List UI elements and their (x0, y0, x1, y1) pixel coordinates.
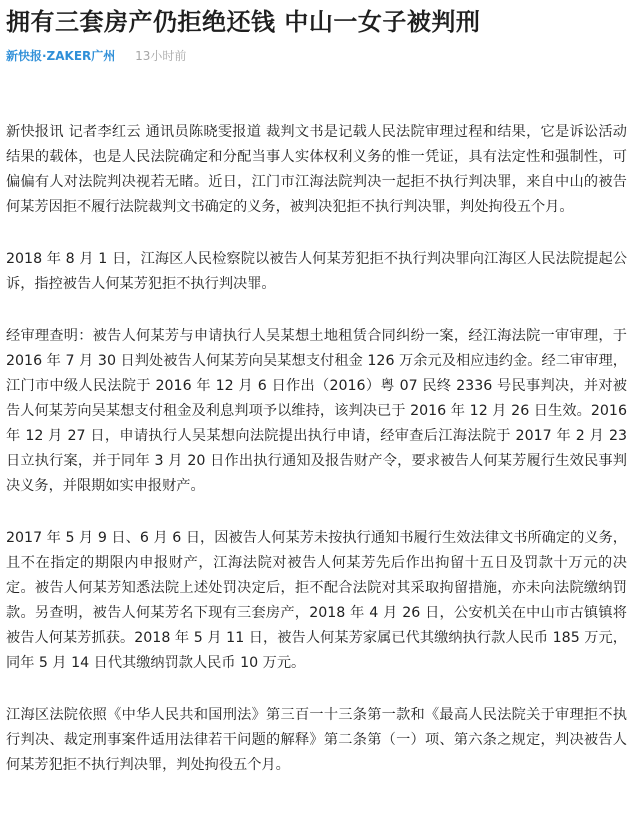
article-title: 拥有三套房产仍拒绝还钱 中山一女子被判刑 (6, 8, 481, 36)
paragraph-1: 新快报讯 记者李红云 通讯员陈晓雯报道 裁判文书是记载人民法院审理过程和结果，它是诉讼活动结果的载体，也是人民法院确定和分配当事人实体权利义务的惟一凭证，具有法定性和强制性，可偏偏有人对法院判决视若无睹。近日，江门市江海法院判决一起拒不执行判决罪，来自中山的被告何某芳因拒不履行法院裁判文书确定的义务，被判决犯拒不执行判决罪，判处拘役五个月。 (6, 124, 627, 215)
paragraph-5: 江海区法院依照《中华人民共和国刑法》第三百一十三条第一款和《最高人民法院关于审理拒不执行判决、裁定刑事案件适用法律若干问题的解释》第二条第（一）项、第六条之规定，判决被告人何某芳犯拒不执行判决罪，判处拘役五个月。 (6, 707, 627, 773)
article-meta (6, 46, 627, 66)
article-body (6, 120, 627, 778)
paragraph-4: 2017 年 5 月 9 日、6 月 6 日，因被告人何某芳未按执行通知书履行生效法律文书所确定的义务，且不在指定的期限内申报财产，江海法院对被告人何某芳先后作出拘留十五日及罚款十万元的决定。被告人何某芳知悉法院上述处罚决定后，拒不配合法院对其采取拘留措施，亦未向法院缴纳罚款。另查明，被告人何某芳名下现有三套房产，2018 年 4 月 26 日，公安机关在中山市古镇镇将被告人何某芳抓获。2018 年 5 月 11 日，被告人何某芳家属已代其缴纳执行款人民币 185 万元，同年 5 月 14 日代其缴纳罚款人民币 10 万元。 (6, 530, 627, 671)
paragraph-3: 经审理查明：被告人何某芳与申请执行人吴某想土地租赁合同纠纷一案，经江海法院一审审理，于 2016 年 7 月 30 日判处被告人何某芳向吴某想支付租金 126 万余元及相应违约金。经二审审理，江门市中级人民法院于 2016 年 12 月 6 日作出（2016）粤 07 民终 2336 号民事判决，并对被告人何某芳向吴某想支付租金及利息判项予以维持，该判决已于 2016 年 12 月 26 日生效。2016 年 12 月 27 日，申请执行人吴某想向法院提出执行申请，经审查后江海法院于 2017 年 2 月 23 日立执行案，并于同年 3 月 20 日作出执行通知及报告财产令，要求被告人何某芳履行生效民事判决义务，并限期如实申报财产。 (6, 328, 627, 494)
source-link[interactable]: 新快报·ZAKER广州 (6, 49, 116, 63)
paragraph-2: 2018 年 8 月 1 日，江海区人民检察院以被告人何某芳犯拒不执行判决罪向江海区人民法院提起公诉，指控被告人何某芳犯拒不执行判决罪。 (6, 251, 627, 292)
publish-time: 13小时前 (135, 49, 187, 63)
